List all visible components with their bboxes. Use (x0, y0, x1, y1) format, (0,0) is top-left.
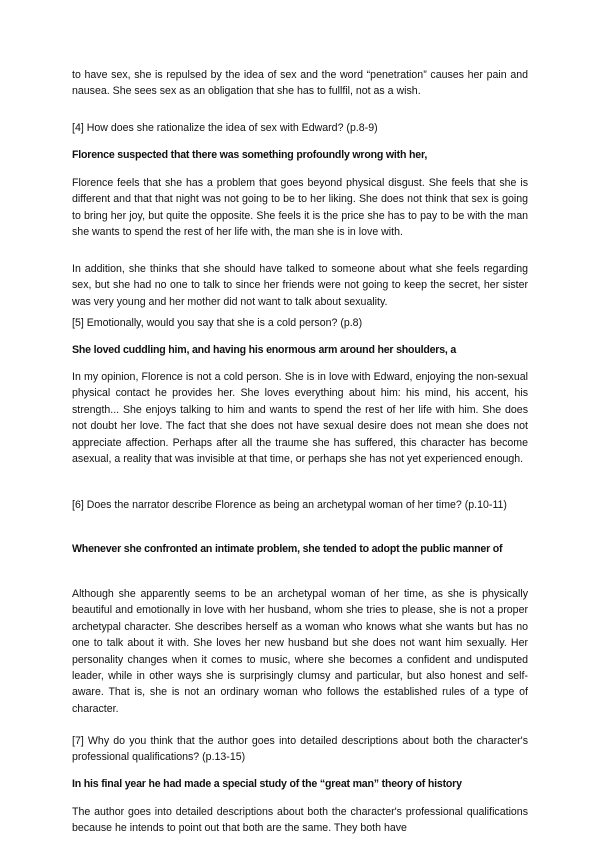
quote-heading: She loved cuddling him, and having his enormous arm around her shoulders, a (72, 344, 457, 356)
paragraph: Florence feels that she has a problem that goes beyond physical disgust. She feels that she is different and that that night was not going to be to her liking. She does not think that sex is going to bring her joy, but quite the opposite. She feels it is the price she has to pay to be with the man she wants to spend the rest of her life with, the man she is in love with. (72, 177, 528, 239)
question-6: [6] Does the narrator describe Florence as being an archetypal woman of her time? (p.10-11) (72, 499, 507, 511)
question-7: [7] Why do you think that the author goes into detailed descriptions about both the character's professional qualifications? (p.13-15) (72, 735, 528, 764)
paragraph: In addition, she thinks that she should have talked to someone about what she feels regarding sex, but she had no one to talk to since her friends were not going to keep the secret, her sister was very young and her mother did not want to talk about sexuality. (72, 263, 528, 308)
question-5: [5] Emotionally, would you say that she is a cold person? (p.8) (72, 317, 363, 329)
paragraph: The author goes into detailed descriptions about both the character's professional qualifications because he intends to point out that both are the same. They both have (72, 806, 528, 835)
question-4: [4] How does she rationalize the idea of sex with Edward? (p.8-9) (72, 122, 378, 134)
quote-heading: Florence suspected that there was something profoundly wrong with her, (72, 149, 428, 161)
paragraph: to have sex, she is repulsed by the idea of sex and the word “penetration” causes her pain and nausea. She sees sex as an obligation that she has to fullfil, not as a wish. (72, 69, 528, 98)
quote-heading: Whenever she confronted an intimate problem, she tended to adopt the public manner of (72, 543, 503, 555)
quote-heading: In his final year he had made a special study of the “great man” theory of history (72, 778, 462, 790)
paragraph: In my opinion, Florence is not a cold person. She is in love with Edward, enjoying the non-sexual physical contact he provides her. She loves everything about him: his mind, his accent, his strength... She enjoys talking to him and wants to spend the rest of her life with him. She does not doubt her love. The fact that she does not have sexual desire does not mean she does not appreciate affection. Perhaps after all the traume she has suffered, this character has become asexual, a reality that was invisible at that time, or perhaps she has not yet experienced enough. (72, 371, 528, 466)
paragraph: Although she apparently seems to be an archetypal woman of her time, as she is physically beautiful and emotionally in love with her husband, whom she tries to please, she is not a proper archetypal character. She describes herself as a woman who knows what she wants but has no one to talk about it with. She loves her new husband but she does not want him sexually. Her personality changes when it comes to music, where she becomes a confident and undisputed leader, while in other ways she is surprisingly clumsy and particular, but also honest and self-aware. That is, she is not an ordinary woman who follows the established rules of a type of character. (72, 588, 528, 715)
